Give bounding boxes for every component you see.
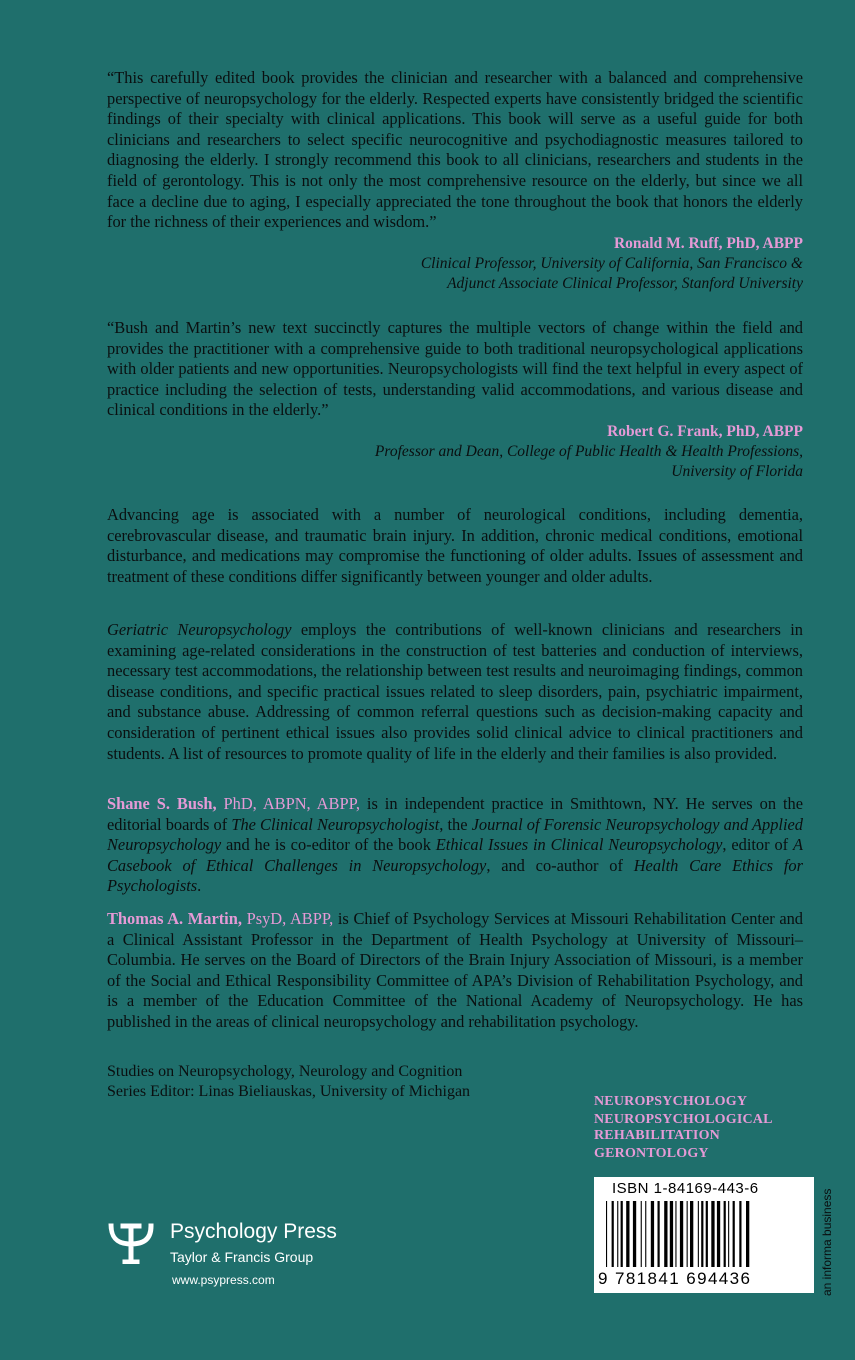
endorsement-text: “Bush and Martin’s new text succinctly captures the multiple vectors of change within the field and provides the practitioner with a comprehensive guide to both traditional neuropsychological applications with older patients and new opportunities. Neuropsychologists will find the text helpful in every aspect of practice including the selection of tests, understanding valid accommodations, and various disease and clinical conditions in the elderly.”	[107, 318, 803, 420]
barcode-bar	[711, 1201, 714, 1267]
barcode-bar	[626, 1201, 629, 1267]
subject-label: NEUROPSYCHOLOGICAL	[594, 1112, 773, 1127]
isbn-barcode	[594, 1177, 814, 1293]
barcode-bar	[651, 1201, 654, 1267]
barcode-bar	[724, 1201, 726, 1267]
author-name: Shane S. Bush, PhD, ABPN, ABPP,	[107, 794, 360, 813]
barcode-bar	[621, 1201, 623, 1267]
endorser-role: Professor and Dean, College of Public Health & Health Professions,	[374, 442, 803, 460]
barcode-bar	[645, 1201, 646, 1267]
author-bio-martin	[107, 909, 803, 1033]
barcode-bar	[746, 1201, 749, 1267]
barcode-bar	[612, 1201, 614, 1267]
barcode-bar	[641, 1201, 642, 1267]
endorser-role: Adjunct Associate Clinical Professor, Stanford University	[447, 274, 803, 292]
barcode-bar	[617, 1201, 618, 1267]
isbn-text: ISBN 1-84169-443-6	[612, 1180, 759, 1197]
publisher-name: Psychology Press	[170, 1220, 337, 1243]
barcode-bar	[698, 1201, 699, 1267]
barcode-bar	[701, 1201, 703, 1267]
informa-note: an informa business	[820, 1188, 834, 1296]
author-bio-bush	[107, 794, 803, 897]
subject-categories	[594, 1094, 814, 1162]
endorser-name: Ronald M. Ruff, PhD, ABPP	[613, 234, 803, 252]
publisher-url[interactable]: www.psypress.com	[172, 1273, 275, 1287]
subject-label: NEUROPSYCHOLOGY	[594, 1094, 748, 1109]
description-rest: employs the contributions of well-known clinicians and researchers in examining age-related considerations in the construction of test batteries and conduction of interviews, necessary test accommodations, the relationship between test results and neuroimaging findings, common disease conditions, and specific practical issues related to sleep disorders, pain, psychiatric impairment, and substance abuse. Addressing of common referral questions such as decision-making capacity and consideration of pertinent ethical issues also provides solid clinical advice to clinical practitioners and students. A list of resources to promote quality of life in the elderly and their families is also provided.	[107, 620, 803, 763]
endorser-role: Clinical Professor, University of California, San Francisco &	[420, 254, 803, 272]
barcode-bar	[687, 1201, 688, 1267]
endorsement-frank	[107, 318, 803, 482]
psi-logo-icon	[107, 1220, 159, 1264]
barcode-bar	[606, 1201, 607, 1267]
series-title: Studies on Neuropsychology, Neurology and Cognition	[107, 1063, 463, 1080]
description-paragraph-2	[107, 620, 803, 764]
endorser-name: Robert G. Frank, PhD, ABPP	[607, 422, 803, 440]
barcode-bar	[728, 1201, 729, 1267]
author-bio-text: Thomas A. Martin, PsyD, ABPP, is Chief of Psychology Services at Missouri Rehabilitation Center and a Clinical Assistant Professor in the Department of Health Psychology at University of Missouri–Columbia. He serves on the Board of Directors of the Brain Injury Association of Missouri, is a member of the Social and Ethical Responsibility Committee of APA’s Division of Rehabilitation Psychology, and is a member of the Education Committee of the National Academy of Neuropsychology. He has published in the areas of clinical neuropsychology and rehabilitation psychology.	[107, 909, 803, 1031]
barcode-bar	[706, 1201, 708, 1267]
barcode-bar	[670, 1201, 673, 1267]
barcode-bars	[604, 1201, 804, 1267]
book-title: Geriatric Neuropsychology	[107, 620, 292, 639]
barcode-bar	[675, 1201, 676, 1267]
barcode-bar	[658, 1201, 660, 1267]
barcode-bar	[717, 1201, 720, 1267]
publisher-logo	[107, 1218, 367, 1288]
barcode-bar	[633, 1201, 636, 1267]
series-editor: Series Editor: Linas Bieliauskas, University of Michigan	[107, 1083, 471, 1100]
endorsement-ruff	[107, 68, 803, 294]
barcode-bar	[680, 1201, 683, 1267]
barcode-digits: 9 781841 694436	[598, 1269, 752, 1288]
barcode-bar	[690, 1201, 693, 1267]
subject-label: REHABILITATION	[594, 1128, 720, 1143]
barcode-bar	[664, 1201, 667, 1267]
description-text	[107, 620, 803, 764]
endorsement-text: “This carefully edited book provides the clinician and researcher with a balanced and comprehensive perspective of neuropsychology for the elderly. Respected experts have consistently bridged the scientific findings of their specialty with clinical applications. This book will serve as a useful guide for both clinicians and researchers to select specific neurocognitive and psychodiagnostic measures tailored to diagnosing the elderly. I strongly recommend this book to all clinicians, researchers and students in the field of gerontology. This is not only the most comprehensive resource on the elderly, but since we all face a decline due to aging, I especially appreciated the tone throughout the book that honors the elderly for the richness of their experiences and wisdom.”	[107, 68, 803, 232]
publisher-group: Taylor & Francis Group	[170, 1249, 314, 1265]
author-name: Thomas A. Martin, PsyD, ABPP,	[107, 909, 334, 928]
author-bio-text: Shane S. Bush, PhD, ABPN, ABPP, is in independent practice in Smithtown, NY. He serves on the editorial boards of The Clinical Neuropsychologist, the Journal of Forensic Neuropsychology and Applied Neuropsychology and he is co-editor of the book Ethical Issues in Clinical Neuropsychology, editor of A Casebook of Ethical Challenges in Neuropsychology, and co-author of Health Care Ethics for Psychologists.	[107, 794, 803, 896]
subject-label: GERONTOLOGY	[594, 1146, 709, 1161]
description-paragraph-1	[107, 505, 803, 587]
description-text: Advancing age is associated with a number of neurological conditions, including dementia, cerebrovascular disease, and traumatic brain injury. In addition, chronic medical conditions, emotional disturbance, and medications may compromise the functioning of older adults. Issues of assessment and treatment of these conditions differ significantly between younger and older adults.	[107, 505, 803, 586]
barcode-bar	[739, 1201, 741, 1267]
barcode-bar	[733, 1201, 735, 1267]
endorser-role: University of Florida	[671, 462, 803, 480]
